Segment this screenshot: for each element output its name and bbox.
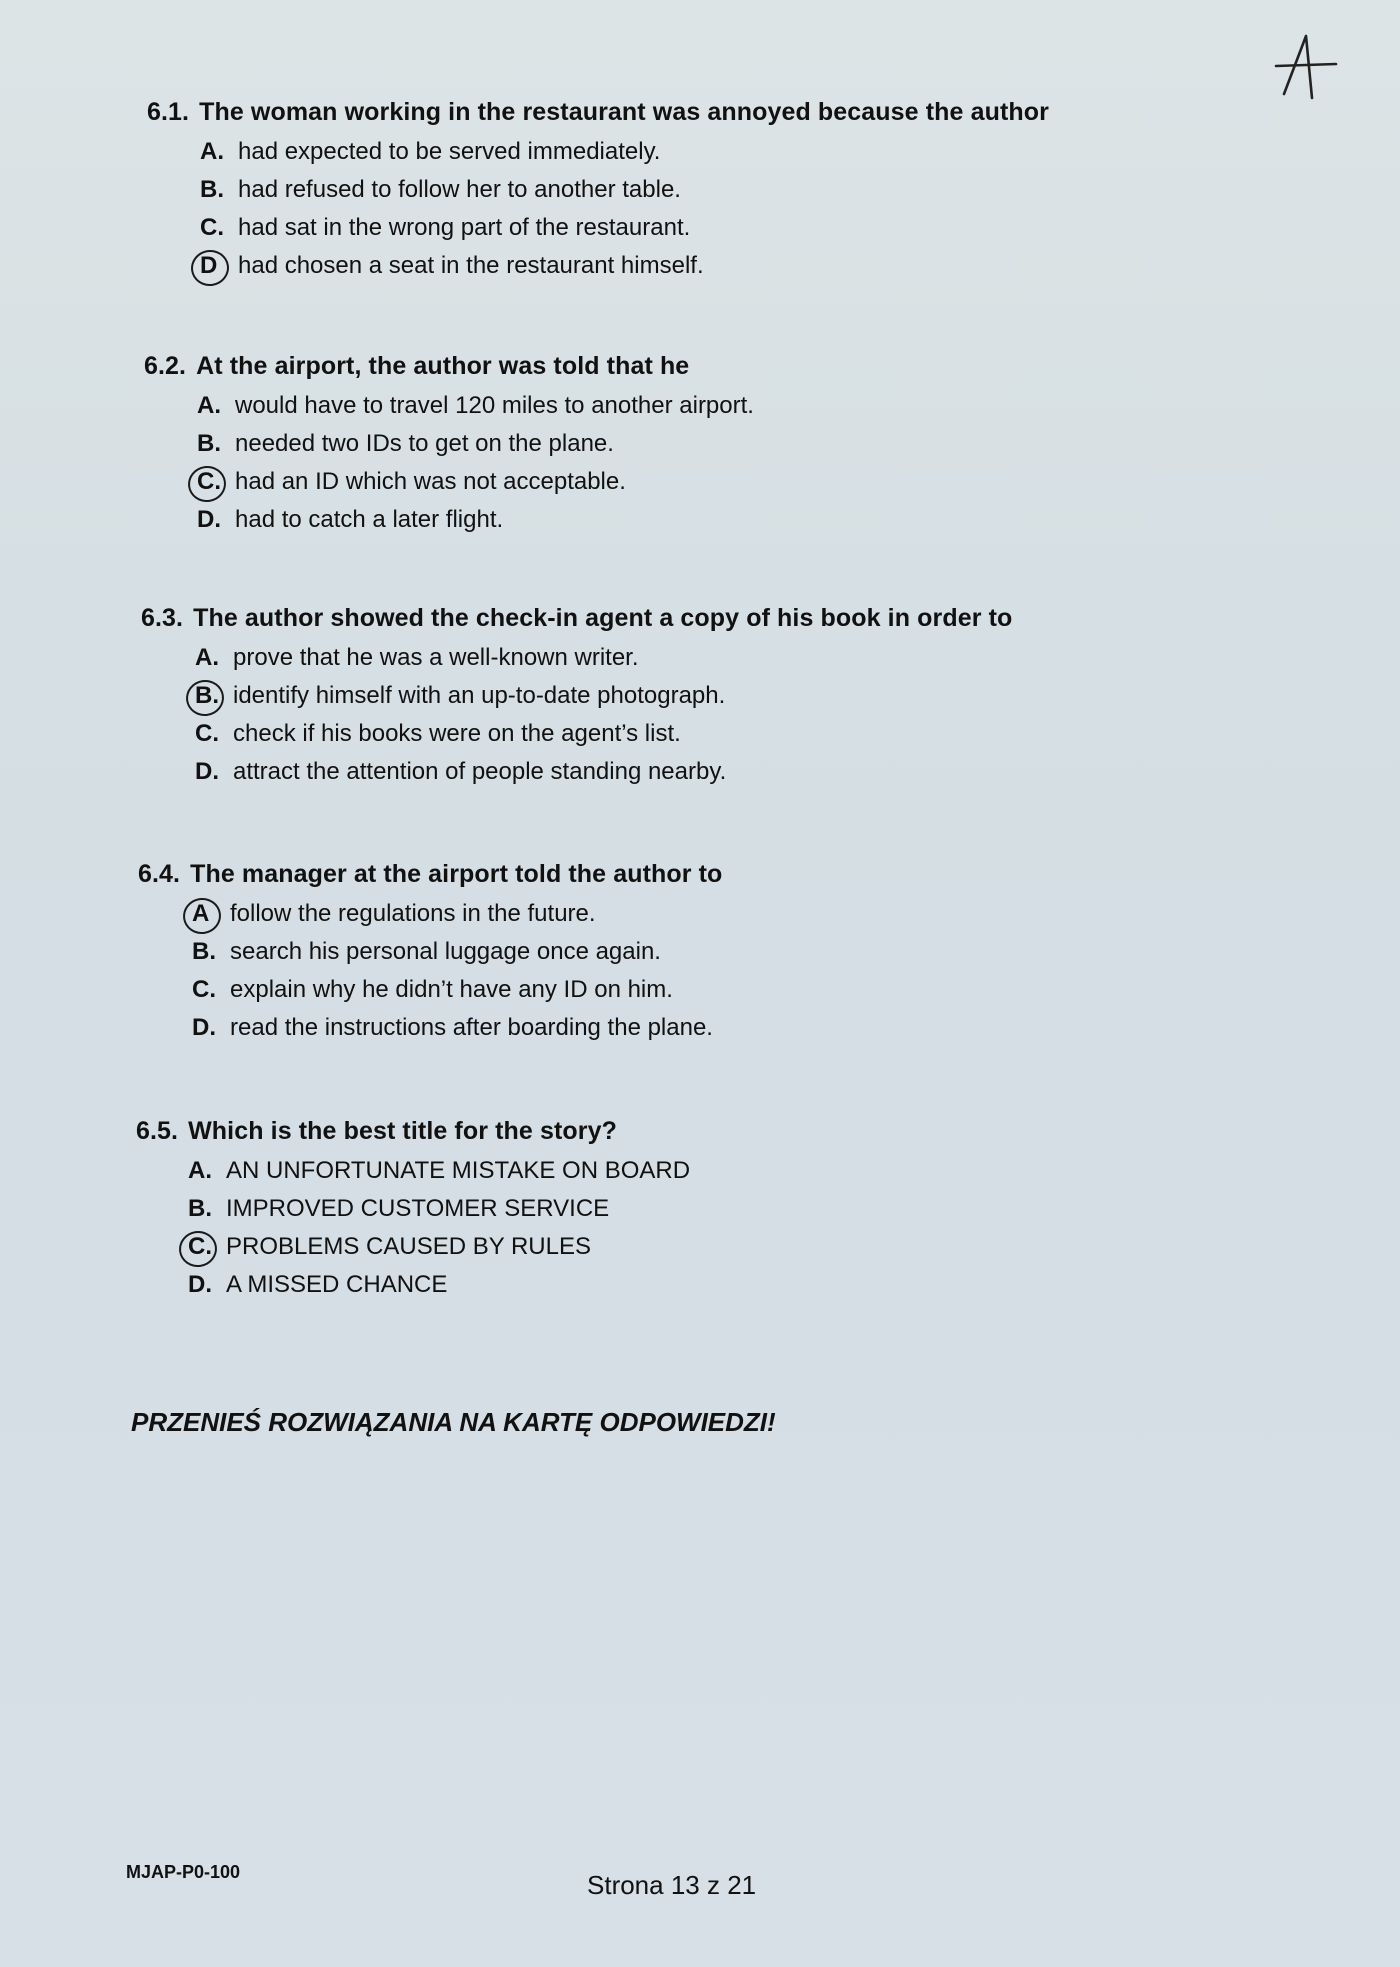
- option-b[interactable]: [188, 1190, 690, 1228]
- option-letter: A: [192, 895, 230, 933]
- option-letter: C.: [200, 214, 224, 241]
- option-d[interactable]: [197, 501, 754, 539]
- option-letter: D: [200, 247, 238, 285]
- option-letter: A.: [197, 392, 221, 419]
- option-letter: B.: [188, 1195, 212, 1222]
- option-a[interactable]: [195, 639, 1012, 677]
- option-text: read the instructions after boarding the plane.: [230, 1014, 713, 1041]
- option-text: follow the regulations in the future.: [230, 900, 596, 927]
- option-d-circled[interactable]: [200, 247, 1049, 285]
- option-letter: B.: [200, 176, 224, 203]
- question-stem: [144, 352, 754, 381]
- question-number: 6.1.: [147, 98, 190, 126]
- question-number: 6.2.: [144, 352, 187, 380]
- option-letter: B.: [197, 430, 221, 457]
- option-b[interactable]: [197, 425, 754, 463]
- option-a[interactable]: [188, 1152, 690, 1190]
- question-stem: [136, 1117, 690, 1146]
- option-letter: D.: [195, 758, 219, 785]
- question-6-3: [141, 604, 1012, 791]
- option-a[interactable]: [197, 387, 754, 425]
- option-text: had chosen a seat in the restaurant himself.: [238, 252, 704, 279]
- option-c[interactable]: [195, 715, 1012, 753]
- option-text: AN UNFORTUNATE MISTAKE ON BOARD: [226, 1157, 691, 1184]
- option-letter: D.: [192, 1014, 216, 1041]
- question-number: 6.4.: [138, 860, 181, 888]
- answer-options: [188, 1152, 690, 1304]
- question-number: 6.5.: [136, 1117, 179, 1145]
- option-letter: B.: [195, 677, 233, 715]
- option-text: had an ID which was not acceptable.: [235, 468, 626, 495]
- question-number: 6.3.: [141, 604, 184, 632]
- answer-options: [195, 639, 1012, 791]
- option-b[interactable]: [200, 171, 1049, 209]
- option-text: had expected to be served immediately.: [238, 138, 661, 165]
- option-c-circled[interactable]: [188, 1228, 690, 1266]
- question-text: The author showed the check-in agent a copy of his book in order to: [193, 604, 1013, 632]
- page-number: Strona 13 z 21: [587, 1870, 757, 1900]
- option-text: had to catch a later flight.: [235, 506, 504, 533]
- option-d[interactable]: [192, 1009, 722, 1047]
- option-letter: D.: [188, 1271, 212, 1298]
- question-6-1: [147, 98, 1049, 285]
- option-text: had refused to follow her to another table.: [238, 176, 681, 203]
- question-6-5: [136, 1117, 690, 1304]
- exam-code: MJAP-P0-100: [126, 1862, 241, 1882]
- option-a[interactable]: [200, 133, 1049, 171]
- option-text: identify himself with an up-to-date photograph.: [233, 682, 726, 709]
- option-b-circled[interactable]: [195, 677, 1012, 715]
- option-b[interactable]: [192, 933, 722, 971]
- question-stem: [138, 860, 722, 889]
- option-text: PROBLEMS CAUSED BY RULES: [226, 1233, 592, 1260]
- option-letter: C.: [197, 463, 235, 501]
- option-c[interactable]: [200, 209, 1049, 247]
- option-c[interactable]: [192, 971, 722, 1009]
- option-letter: C.: [192, 976, 216, 1003]
- question-stem: [147, 98, 1049, 127]
- question-text: The woman working in the restaurant was annoyed because the author: [199, 98, 1049, 126]
- question-6-2: [144, 352, 754, 539]
- option-text: had sat in the wrong part of the restaurant.: [238, 214, 691, 241]
- question-text: Which is the best title for the story?: [188, 1117, 617, 1145]
- option-text: IMPROVED CUSTOMER SERVICE: [226, 1195, 610, 1222]
- option-letter: A.: [200, 138, 224, 165]
- answer-options: [192, 895, 722, 1047]
- question-6-4: [138, 860, 722, 1047]
- question-text: At the airport, the author was told that he: [196, 352, 690, 380]
- option-text: check if his books were on the agent’s list.: [233, 720, 681, 747]
- option-text: search his personal luggage once again.: [230, 938, 661, 965]
- option-letter: B.: [192, 938, 216, 965]
- option-letter: D.: [197, 506, 221, 533]
- option-letter: A.: [195, 644, 219, 671]
- transfer-answers-instruction: PRZENIEŚ ROZWIĄZANIA NA KARTĘ ODPOWIEDZI!: [131, 1407, 776, 1437]
- option-letter: C.: [188, 1228, 226, 1266]
- question-text: The manager at the airport told the author to: [190, 860, 723, 888]
- option-a-circled[interactable]: [192, 895, 722, 933]
- question-stem: [141, 604, 1012, 633]
- option-letter: C.: [195, 720, 219, 747]
- option-letter: A.: [188, 1157, 212, 1184]
- option-c-circled[interactable]: [197, 463, 754, 501]
- option-text: prove that he was a well-known writer.: [233, 644, 639, 671]
- option-text: needed two IDs to get on the plane.: [235, 430, 614, 457]
- answer-options: [200, 133, 1049, 285]
- handwritten-a-mark: [1270, 28, 1340, 108]
- option-text: explain why he didn’t have any ID on him.: [230, 976, 673, 1003]
- option-text: A MISSED CHANCE: [226, 1271, 448, 1298]
- option-text: attract the attention of people standing nearby.: [233, 758, 727, 785]
- answer-options: [197, 387, 754, 539]
- option-text: would have to travel 120 miles to another airport.: [235, 392, 754, 419]
- option-d[interactable]: [195, 753, 1012, 791]
- option-d[interactable]: [188, 1266, 690, 1304]
